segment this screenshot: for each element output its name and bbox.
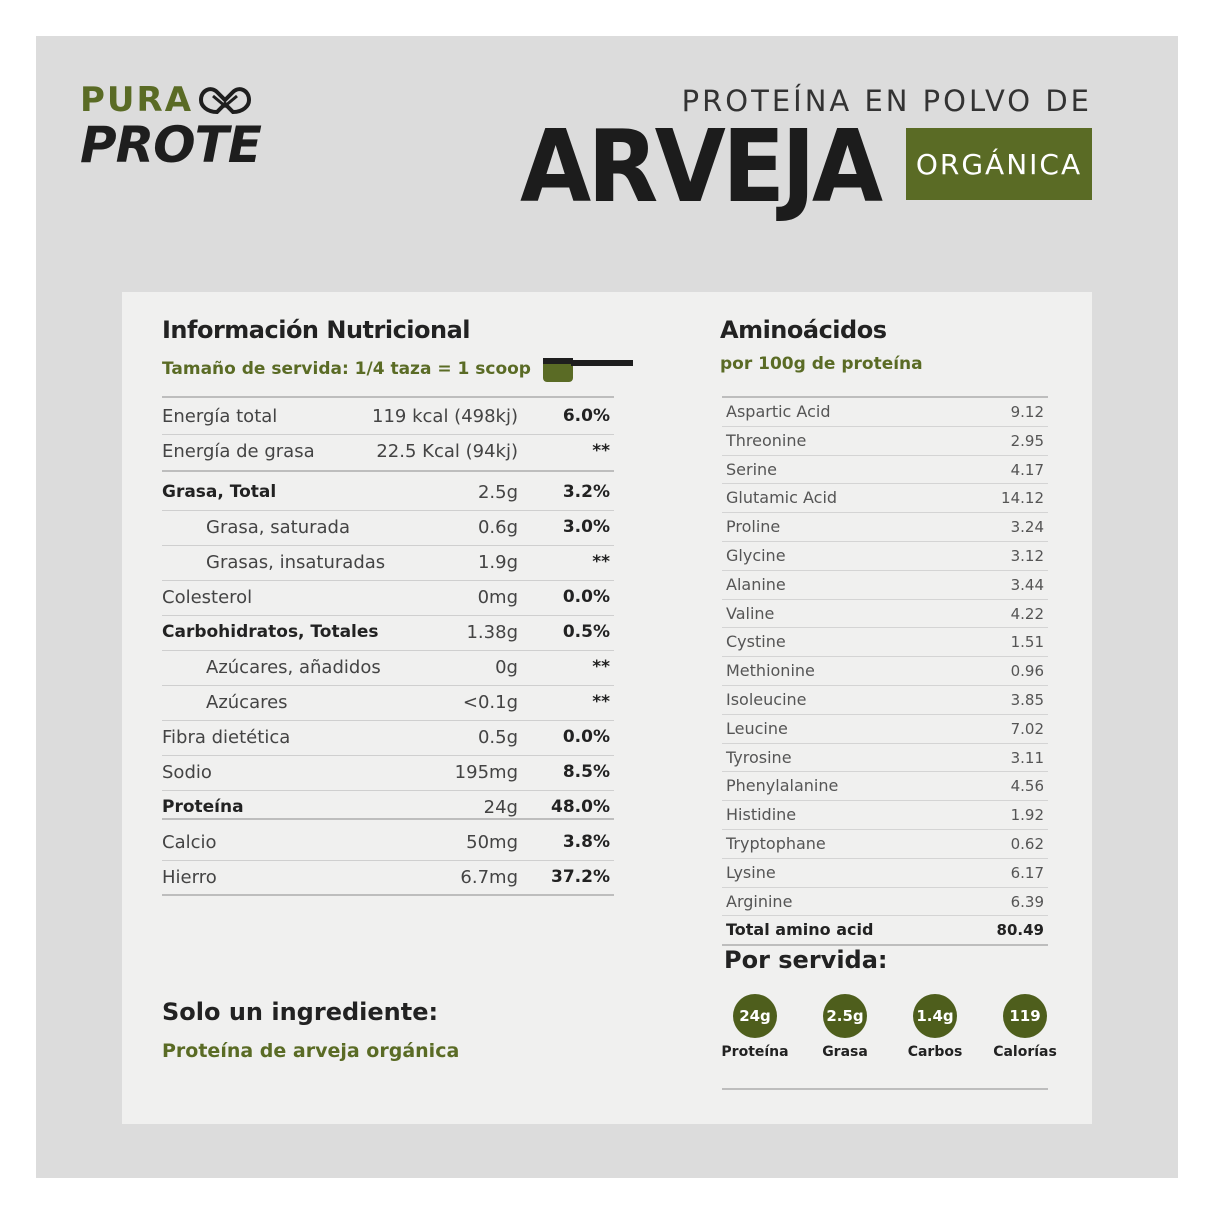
- amino-subheading: por 100g de proteína: [720, 354, 923, 374]
- brand-top: PURA: [80, 80, 194, 120]
- nutrition-row: Hierro 6.7mg 37.2%: [162, 867, 610, 888]
- brand-logo: [80, 82, 261, 172]
- amino-row: Arginine 6.39: [722, 888, 1048, 917]
- nutrition-row: Grasas, insaturadas 1.9g **: [162, 546, 614, 581]
- stat-label: Proteína: [721, 1044, 789, 1060]
- stat-label: Carbos: [907, 1044, 963, 1060]
- nutrition-top-rule: [162, 396, 614, 398]
- scoop-icon: [541, 354, 633, 384]
- amino-row: Tyrosine 3.11: [722, 744, 1048, 773]
- amino-total-row: Total amino acid 80.49: [722, 916, 1048, 946]
- nutrition-row: Azúcares <0.1g **: [162, 686, 614, 721]
- nutrition-row: Energía de grasa 22.5 Kcal (94kj) **: [162, 441, 610, 462]
- amino-row: Phenylalanine 4.56: [722, 772, 1048, 801]
- product-subtitle: PROTEÍNA EN POLVO DE: [681, 84, 1092, 118]
- amino-row: Lysine 6.17: [722, 859, 1048, 888]
- ingredient-heading: Solo un ingrediente:: [162, 998, 439, 1026]
- nutrition-mid-rule: [162, 470, 614, 472]
- nutrition-mineral-rule: [162, 818, 614, 820]
- brand-bottom: PROTE: [80, 116, 261, 174]
- amino-row: Alanine 3.44: [722, 571, 1048, 600]
- nutrition-row: Calcio 50mg 3.8%: [162, 826, 614, 861]
- nutrition-heading: Información Nutricional: [162, 316, 471, 344]
- ingredient-value: Proteína de arveja orgánica: [162, 1040, 460, 1062]
- stat-protein: [710, 994, 800, 1060]
- nutrition-row: Grasa, Total 2.5g 3.2%: [162, 476, 614, 511]
- stat-circle: 119: [1003, 994, 1047, 1038]
- amino-row: Aspartic Acid 9.12: [722, 398, 1048, 427]
- logo-heart-icon: [197, 82, 253, 118]
- per-serving-stats: [720, 994, 1060, 1074]
- amino-row: Valine 4.22: [722, 600, 1048, 629]
- organic-badge: ORGÁNICA: [906, 128, 1092, 200]
- nutrition-mineral-group: [162, 826, 614, 895]
- nutrition-energy-group: [162, 400, 614, 469]
- stat-label: Grasa: [822, 1044, 868, 1060]
- stat-calories: [980, 994, 1070, 1060]
- stat-circle: 24g: [733, 994, 777, 1038]
- stat-fat: [800, 994, 890, 1060]
- product-title: ARVEJA: [520, 108, 880, 225]
- amino-row: Methionine 0.96: [722, 657, 1048, 686]
- amino-row: Threonine 2.95: [722, 427, 1048, 456]
- per-serving-rule: [722, 1088, 1048, 1090]
- per-serving-heading: Por servida:: [724, 946, 888, 974]
- nutrition-row: Grasa, saturada 0.6g 3.0%: [162, 511, 614, 546]
- nutrition-bottom-rule: [162, 894, 614, 896]
- nutrition-row: Energía total 119 kcal (498kj) 6.0%: [162, 400, 614, 435]
- amino-row: Glutamic Acid 14.12: [722, 484, 1048, 513]
- nutrition-row: Fibra dietética 0.5g 0.0%: [162, 721, 614, 756]
- amino-row: Histidine 1.92: [722, 801, 1048, 830]
- amino-row: Leucine 7.02: [722, 715, 1048, 744]
- stat-carbs: [890, 994, 980, 1060]
- serving-text: Tamaño de servida: 1/4 taza = 1 scoop: [162, 359, 531, 379]
- nutrition-row: Proteína 24g 48.0%: [162, 797, 610, 818]
- stat-circle: 1.4g: [913, 994, 957, 1038]
- nutrition-main-group: [162, 476, 614, 825]
- amino-row: Serine 4.17: [722, 456, 1048, 485]
- amino-heading: Aminoácidos: [720, 316, 887, 344]
- nutrition-row: Colesterol 0mg 0.0%: [162, 581, 614, 616]
- nutrition-row: Sodio 195mg 8.5%: [162, 756, 614, 791]
- amino-row: Isoleucine 3.85: [722, 686, 1048, 715]
- amino-row: Glycine 3.12: [722, 542, 1048, 571]
- stat-label: Calorías: [993, 1044, 1057, 1060]
- nutrition-row: Azúcares, añadidos 0g **: [162, 651, 614, 686]
- amino-table: [722, 396, 1048, 946]
- nutrition-row: Carbohidratos, Totales 1.38g 0.5%: [162, 616, 614, 651]
- amino-row: Tryptophane 0.62: [722, 830, 1048, 859]
- amino-row: Proline 3.24: [722, 513, 1048, 542]
- amino-row: Cystine 1.51: [722, 628, 1048, 657]
- stat-circle: 2.5g: [823, 994, 867, 1038]
- serving-size: [162, 354, 633, 384]
